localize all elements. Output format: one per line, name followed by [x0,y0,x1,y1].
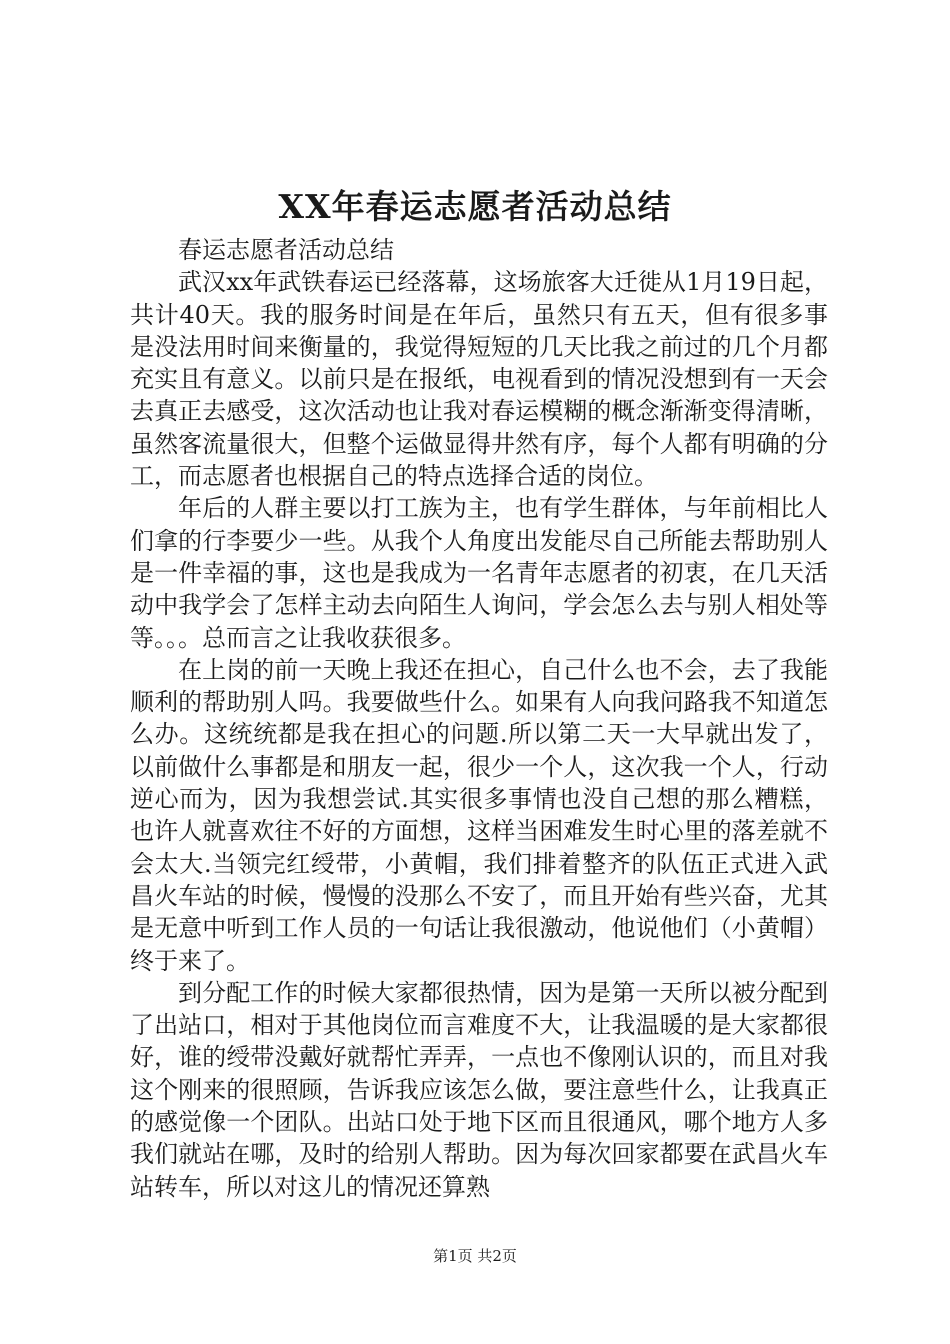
body-paragraph: 在上岗的前一天晚上我还在担心，自己什么也不会，去了我能顺利的帮助别人吗。我要做些什么。如果有人向我问路我不知道怎么办。这统统都是我在担心的问题.所以第二天一大早就出发了，以前做什么事都是和朋友一起，很少一个人，这次我一个人，行动逆心而为，因为我想尝试.其实很多事情也没自己想的那么糟糕，也许人就喜欢往不好的方面想，这样当困难发生时心里的落差就不会太大.当领完红绶带，小黄帽，我们排着整齐的队伍正式进入武昌火车站的时候，慢慢的没那么不安了，而且开始有些兴奋，尤其是无意中听到工作人员的一句话让我很激动，他说他们（小黄帽）终于来了。 [130,655,828,975]
page-number-footer: 第1页 共2页 [433,1247,517,1265]
body-paragraph: 到分配工作的时候大家都很热情，因为是第一天所以被分配到了出站口，相对于其他岗位而言难度不大，让我温暖的是大家都很好，谁的绶带没戴好就帮忙弄弄，一点也不像刚认识的，而且对我这个刚来的很照顾，告诉我应该怎么做，要注意些什么，让我真正的感觉像一个团队。出站口处于地下区而且很通风，哪个地方人多我们就站在哪，及时的给别人帮助。因为每次回家都要在武昌火车站转车，所以对这儿的情况还算熟 [130,978,828,1201]
body-paragraph: 年后的人群主要以打工族为主，也有学生群体，与年前相比人们拿的行李要少一些。从我个人角度出发能尽自己所能去帮助别人是一件幸福的事，这也是我成为一名青年志愿者的初衷，在几天活动中我学会了怎样主动去向陌生人询问，学会怎么去与别人相处等等。。。总而言之让我收获很多。 [130,494,828,652]
document-title: XX年春运志愿者活动总结 [278,187,672,226]
subtitle-paragraph: 春运志愿者活动总结 [178,236,394,264]
document-body [130,234,828,1203]
body-paragraph: 武汉xx年武铁春运已经落幕，这场旅客大迁徙从1月19日起，共计40天。我的服务时间是在年后，虽然只有五天，但有很多事是没法用时间来衡量的，我觉得短短的几天比我之前过的几个月都充实且有意义。以前只是在报纸，电视看到的情况没想到有一天会去真正去感受，这次活动也让我对春运模糊的概念渐渐变得清晰，虽然客流量很大，但整个运做显得井然有序，每个人都有明确的分工，而志愿者也根据自己的特点选择合适的岗位。 [130,268,828,491]
